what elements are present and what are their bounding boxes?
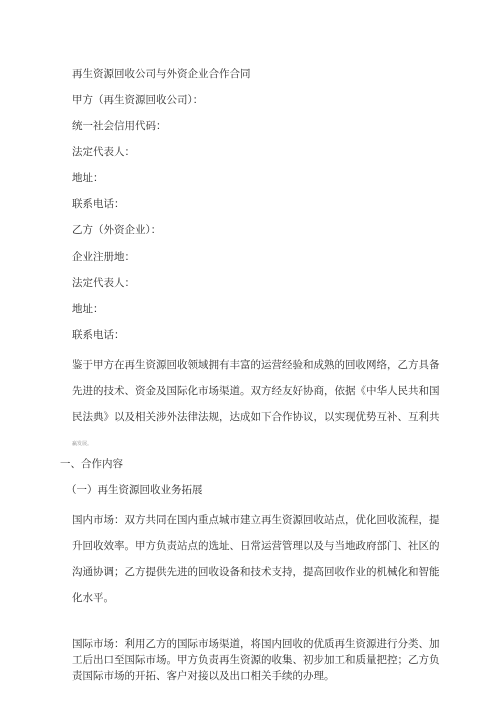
- party-a-phone: 联系电话：: [72, 198, 125, 211]
- party-a-legal-rep: 法定代表人：: [72, 146, 135, 159]
- party-b-phone: 联系电话：: [72, 328, 125, 341]
- preamble-paragraph: 鉴于甲方在再生资源回收领域拥有丰富的运营经验和成熟的回收网络，乙方具备先进的技术、资金及国际化市场渠道。双方经友好协商，依据《中华人民共和国民法典》以及相关涉外法律法规，达成如下合作协议，以实现优势互补、互利共: [72, 359, 440, 424]
- party-a-heading: 甲方（再生资源回收公司）：: [72, 94, 204, 106]
- party-a-credit-code: 统一社会信用代码：: [72, 120, 167, 133]
- party-b-heading: 乙方（外资企业）：: [72, 224, 162, 237]
- section-heading: 一、合作内容: [60, 457, 123, 470]
- domestic-market-paragraph: 国内市场：双方共同在国内重点城市建立再生资源回收站点，优化回收流程，提升回收效率。甲方负责站点的选址、日常运营管理以及与当地政府部门、社区的沟通协调；乙方提供先进的回收设备和技术支持，提高回收作业的机械化和智能化水平。: [72, 514, 440, 605]
- party-a-address: 地址：: [72, 172, 104, 185]
- subsection-heading: （一）再生资源回收业务拓展: [66, 483, 203, 496]
- party-b-registration: 企业注册地：: [72, 250, 135, 263]
- party-b-legal-rep: 法定代表人：: [72, 276, 135, 289]
- party-b-address: 地址：: [72, 302, 104, 315]
- contract-title: 再生资源回收公司与外资企业合作合同: [72, 68, 251, 80]
- international-market-paragraph: 国际市场：利用乙方的国际市场渠道，将国内回收的优质再生资源进行分类、加工后出口至国际市场。甲方负责再生资源的收集、初步加工和质量把控；乙方负责国际市场的开拓、客户对接以及出口相关手续的办理。: [72, 638, 440, 683]
- preamble-continuation: 赢发展。: [72, 440, 93, 447]
